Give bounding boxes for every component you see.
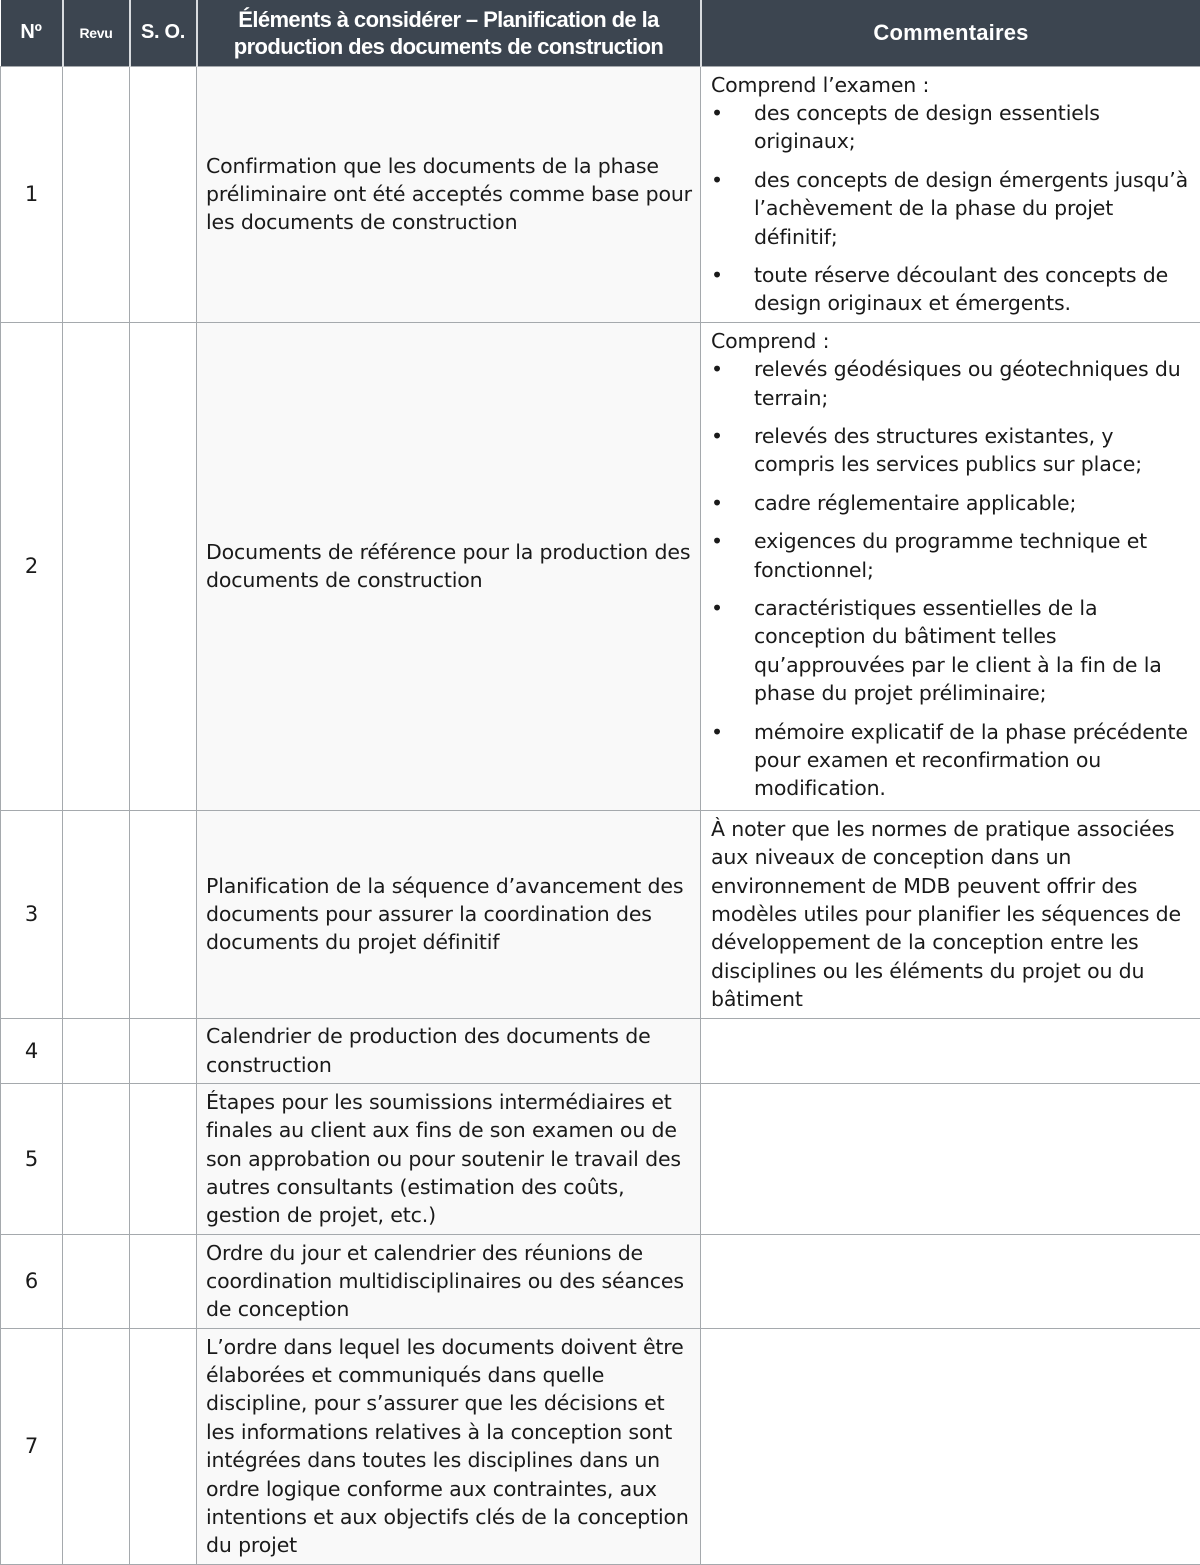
bullet-icon: • [711, 355, 723, 383]
header-not-applicable: S. O. [130, 0, 197, 66]
comment-bullet-list [711, 99, 1192, 318]
comment-bullet: • relevés des structures existantes, y compris les services publics sur place; [711, 422, 1192, 479]
row-number: 4 [1, 1018, 63, 1083]
comment-bullet: • caractéristiques essentielles de la conception du bâtiment telles qu’approuvées par le client à la fin de la phase du projet préliminaire; [711, 594, 1192, 708]
element-cell: Ordre du jour et calendrier des réunions de coordination multidisciplinaires ou des séances de conception [197, 1234, 701, 1328]
header-comments: Commentaires [701, 0, 1200, 66]
row-number: 6 [1, 1234, 63, 1328]
comment-cell [701, 1328, 1200, 1564]
bullet-icon: • [711, 489, 723, 517]
element-cell: Planification de la séquence d’avancement des documents pour assurer la coordination des documents du projet définitif [197, 810, 701, 1018]
not-applicable-cell[interactable] [130, 322, 197, 810]
bullet-icon: • [711, 261, 723, 289]
element-cell: Confirmation que les documents de la phase préliminaire ont été acceptés comme base pour les documents de construction [197, 66, 701, 322]
row-number: 7 [1, 1328, 63, 1564]
row-number: 2 [1, 322, 63, 810]
comment-cell [701, 66, 1200, 322]
element-cell: Étapes pour les soumissions intermédiaires et finales au client aux fins de son examen ou de son approbation ou pour soutenir le travail des autres consultants (estimation des coûts, gestion de projet, etc.) [197, 1083, 701, 1234]
not-applicable-cell[interactable] [130, 1234, 197, 1328]
bullet-icon: • [711, 594, 723, 622]
table-row [1, 322, 1200, 810]
comment-bullet-list [711, 355, 1192, 803]
comment-bullet: • cadre réglementaire applicable; [711, 489, 1192, 517]
table-row [1, 1234, 1200, 1328]
element-cell: L’ordre dans lequel les documents doivent être élaborées et communiqués dans quelle discipline, pour s’assurer que les décisions et les informations relatives à la conception sont intégrées dans toutes les disciplines dans un ordre logique conforme aux contraintes, aux intentions et aux objectifs clés de la conception du projet [197, 1328, 701, 1564]
comment-cell [701, 1234, 1200, 1328]
table-row [1, 1328, 1200, 1564]
header-elements: Éléments à considérer – Planification de la production des documents de construction [197, 0, 701, 66]
table-row [1, 810, 1200, 1018]
not-applicable-cell[interactable] [130, 66, 197, 322]
reviewed-cell[interactable] [63, 1234, 130, 1328]
comment-bullet: • relevés géodésiques ou géotechniques du terrain; [711, 355, 1192, 412]
comment-cell [701, 322, 1200, 810]
comment-bullet: • des concepts de design émergents jusqu’à l’achèvement de la phase du projet définitif; [711, 166, 1192, 251]
bullet-icon: • [711, 718, 723, 746]
comment-cell [701, 1018, 1200, 1083]
header-reviewed: Revu [63, 0, 130, 66]
comment-bullet: • toute réserve découlant des concepts de design originaux et émergents. [711, 261, 1192, 318]
reviewed-cell[interactable] [63, 1018, 130, 1083]
bullet-icon: • [711, 527, 723, 555]
table-row [1, 1018, 1200, 1083]
bullet-icon: • [711, 166, 723, 194]
comment-bullet: • mémoire explicatif de la phase précédente pour examen et reconfirmation ou modification. [711, 718, 1192, 803]
row-number: 5 [1, 1083, 63, 1234]
comment-intro: Comprend l’examen : [711, 71, 1192, 99]
comment-intro: Comprend : [711, 327, 1192, 355]
not-applicable-cell[interactable] [130, 1018, 197, 1083]
reviewed-cell[interactable] [63, 66, 130, 322]
comment-bullet: • exigences du programme technique et fonctionnel; [711, 527, 1192, 584]
comment-cell [701, 810, 1200, 1018]
bullet-icon: • [711, 422, 723, 450]
not-applicable-cell[interactable] [130, 810, 197, 1018]
reviewed-cell[interactable] [63, 1083, 130, 1234]
reviewed-cell[interactable] [63, 1328, 130, 1564]
table-row [1, 66, 1200, 322]
element-cell: Calendrier de production des documents de construction [197, 1018, 701, 1083]
reviewed-cell[interactable] [63, 810, 130, 1018]
table-header-row [1, 0, 1200, 66]
comment-text: À noter que les normes de pratique associées aux niveaux de conception dans un environnement de MDB peuvent offrir des modèles utiles pour planifier les séquences de développement de la conception entre les disciplines ou les éléments du projet ou du bâtiment [711, 815, 1192, 1014]
comment-bullet: • des concepts de design essentiels originaux; [711, 99, 1192, 156]
row-number: 3 [1, 810, 63, 1018]
bullet-icon: • [711, 99, 723, 127]
row-number: 1 [1, 66, 63, 322]
header-number: Nº [1, 0, 63, 66]
element-cell: Documents de référence pour la production des documents de construction [197, 322, 701, 810]
reviewed-cell[interactable] [63, 322, 130, 810]
not-applicable-cell[interactable] [130, 1328, 197, 1564]
comment-cell [701, 1083, 1200, 1234]
table-row [1, 1083, 1200, 1234]
not-applicable-cell[interactable] [130, 1083, 197, 1234]
